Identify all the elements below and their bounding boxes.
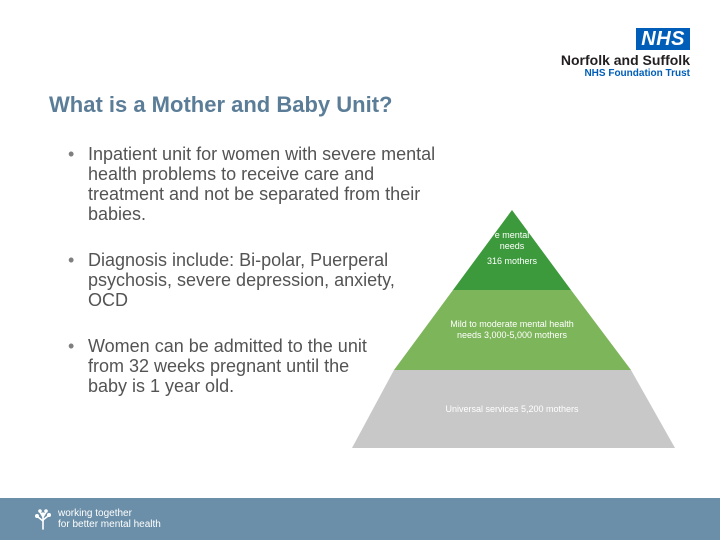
footer-logo <box>32 508 161 530</box>
tier-middle-label-2: needs 3,000-5,000 mothers <box>456 330 568 340</box>
bullet-text: Inpatient unit for women with severe mental health problems to receive care and treatment and not be separated from their babies. <box>88 144 436 224</box>
bullet-text: Diagnosis include: Bi-polar, Puerperal psychosis, severe depression, anxiety, OCD <box>88 250 395 310</box>
bullet-dot: • <box>68 144 75 164</box>
tier-bottom-label: Universal services 5,200 mothers <box>445 404 579 414</box>
footer-line-2: for better mental health <box>58 519 161 530</box>
tier-top-label-1: e mental <box>494 230 530 240</box>
bullet-dot: • <box>68 336 75 356</box>
footer-bar <box>0 498 720 540</box>
slide-title: What is a Mother and Baby Unit? <box>49 92 393 117</box>
tree-icon <box>32 508 54 530</box>
trust-subtitle: NHS Foundation Trust <box>584 68 690 79</box>
tier-top-label-2: needs <box>499 241 525 251</box>
tier-top-label-3: 316 mothers <box>486 256 538 266</box>
bullet-text: Women can be admitted to the unit from 32 weeks pregnant until the baby is 1 year old. <box>88 336 367 396</box>
footer-tagline <box>58 508 161 530</box>
trust-name: Norfolk and Suffolk <box>560 52 690 68</box>
nhs-badge: NHS <box>636 28 690 50</box>
tier-middle-label-1: Mild to moderate mental health <box>450 319 574 329</box>
footer-line-1: working together <box>58 508 132 519</box>
bullet-dot: • <box>68 250 75 270</box>
